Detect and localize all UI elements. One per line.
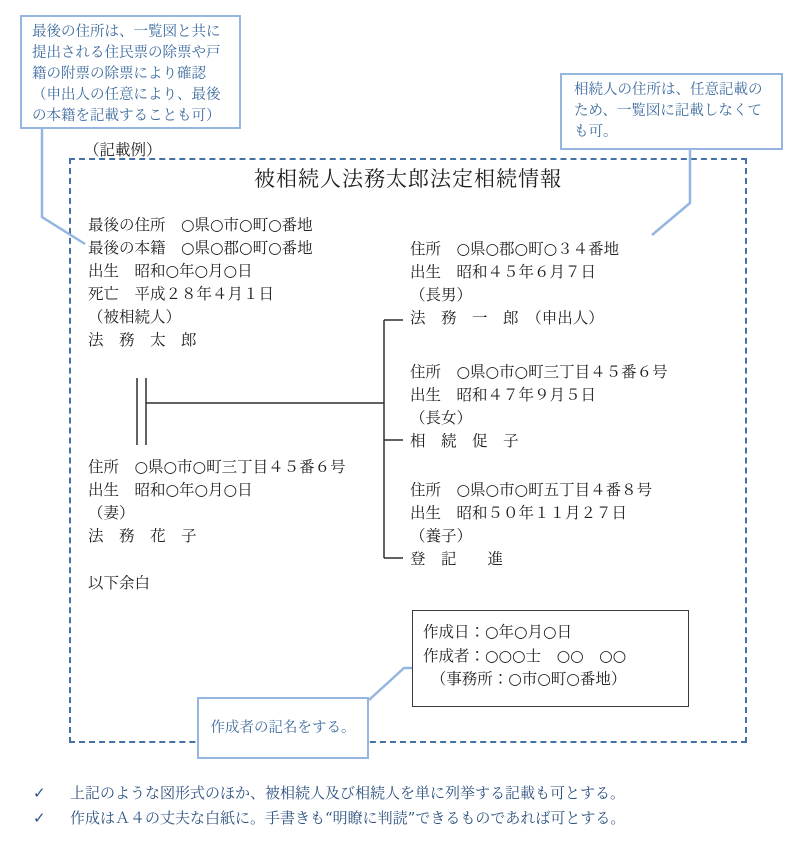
- heir3-birth: 出生 昭和５０年１１月２７日: [410, 504, 628, 522]
- callout-last-address-line: 提出される住民票の除票や戸: [32, 45, 221, 61]
- heir2-name: 相 続 促 子: [410, 432, 519, 450]
- decedent-role: （被相続人）: [88, 308, 182, 326]
- blank-note: 以下余白: [88, 574, 151, 592]
- heir1-role: （長男）: [410, 286, 473, 304]
- footer-note-1: [33, 781, 625, 806]
- callout-creator-signature: [197, 697, 369, 759]
- heir1-address: 住所 ○県○郡○町○３４番地: [410, 240, 620, 258]
- decedent-name: 法 務 太 郎: [88, 331, 197, 349]
- creation-author: 作成者：○○○士 ○○ ○○: [423, 646, 627, 665]
- heir2-block: [410, 361, 668, 453]
- spouse-block: [88, 456, 346, 548]
- callout-last-address-line: の本籍を記載することも可）: [32, 108, 221, 124]
- callout-heir-address-line: ため、一覧図に記載しなくて: [574, 103, 762, 119]
- spouse-role: （妻）: [88, 504, 135, 522]
- footer-note-2: [33, 806, 625, 831]
- decedent-death: 死亡 平成２８年４月１日: [88, 285, 275, 303]
- callout-heir-address-line: も可。: [574, 124, 618, 140]
- heir3-name: 登 記 進: [410, 550, 504, 568]
- heir1-block: [410, 238, 619, 330]
- spouse-name: 法 務 花 子: [88, 527, 197, 545]
- check-icon: ✓: [33, 809, 46, 827]
- footer-note-2-text: 作成はＡ４の丈夫な白紙に。手書きも“明瞭に判読”できるものであれば可とする。: [70, 809, 626, 827]
- creation-date: 作成日：○年○月○日: [423, 623, 573, 641]
- example-label: （記載例）: [84, 141, 162, 159]
- check-icon: ✓: [33, 784, 46, 802]
- heir2-birth: 出生 昭和４７年９月５日: [410, 386, 597, 404]
- heir1-birth: 出生 昭和４５年６月７日: [410, 263, 597, 281]
- callout-last-address-line: 籍の附票の除票により確認: [32, 66, 206, 82]
- heir3-block: [410, 479, 652, 571]
- decedent-block: [88, 214, 313, 352]
- heir1-name: 法 務 一 郎 （申出人）: [410, 309, 604, 327]
- callout-heir-address: [560, 73, 783, 150]
- creation-info-box: [412, 610, 689, 707]
- callout-last-address-line: 最後の住所は、一覧図と共に: [32, 24, 221, 40]
- callout-creator-text: 作成者の記名をする。: [210, 719, 356, 736]
- callout-heir-address-line: 相続人の住所は、任意記載の: [574, 82, 763, 98]
- callout-last-address-line: （申出人の任意により、最後: [32, 87, 221, 103]
- sheet-title: 被相続人法務太郎法定相続情報: [254, 167, 562, 191]
- decedent-last-address: 最後の住所 ○県○市○町○番地: [88, 216, 313, 234]
- spouse-address: 住所 ○県○市○町三丁目４５番６号: [88, 458, 346, 476]
- heir2-role: （長女）: [410, 409, 473, 427]
- decedent-birth: 出生 昭和○年○月○日: [88, 262, 253, 280]
- heir3-address: 住所 ○県○市○町五丁目４番８号: [410, 481, 653, 499]
- spouse-birth: 出生 昭和○年○月○日: [88, 481, 253, 499]
- decedent-last-domicile: 最後の本籍 ○県○郡○町○番地: [88, 239, 313, 257]
- heir2-address: 住所 ○県○市○町三丁目４５番６号: [410, 363, 668, 381]
- heir3-role: （養子）: [410, 527, 473, 545]
- footer-note-1-text: 上記のような図形式のほか、被相続人及び相続人を単に列挙する記載も可とする。: [70, 784, 626, 802]
- creation-office: （事務所：○市○町○番地）: [423, 670, 627, 688]
- callout-last-address: [20, 15, 241, 129]
